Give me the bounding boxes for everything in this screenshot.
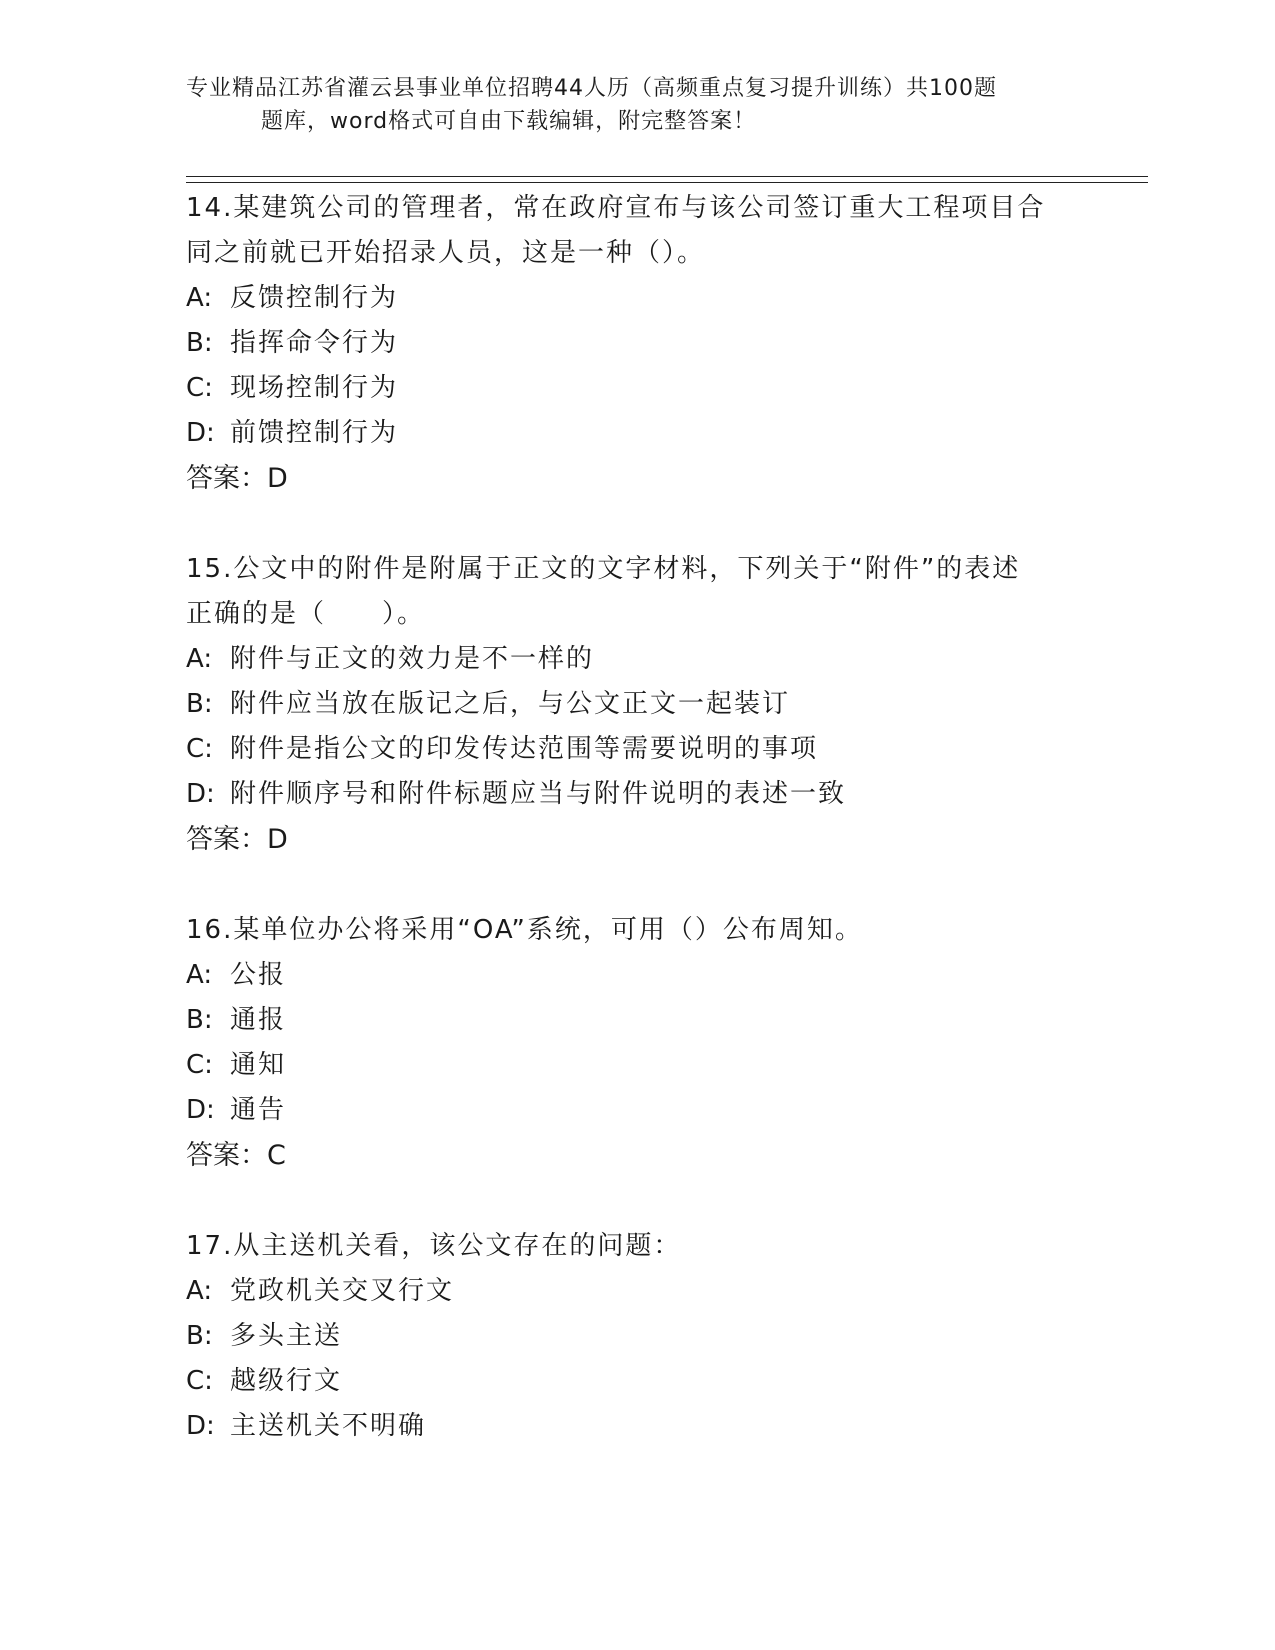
option-text: 通报 — [230, 1005, 287, 1035]
question-stem-line: 正确的是（ ）。 — [186, 599, 426, 629]
option-text: 附件是指公文的印发传达范围等需要说明的事项 — [230, 734, 819, 764]
option-key: B: — [186, 1005, 213, 1035]
document-header — [186, 72, 1086, 138]
option-key: C: — [186, 1366, 213, 1396]
option-d — [186, 1404, 1086, 1449]
option-d — [186, 411, 1086, 456]
option-key: C: — [186, 1050, 213, 1080]
question-stem-line: 15.公文中的附件是附属于正文的文字材料，下列关于“附件”的表述 — [186, 554, 1021, 584]
option-a — [186, 953, 1086, 998]
option-text: 通告 — [230, 1095, 287, 1125]
option-b — [186, 321, 1086, 366]
question-list — [186, 186, 1086, 1495]
question-stem-line: 17.从主送机关看，该公文存在的问题： — [186, 1231, 682, 1261]
option-text: 通知 — [230, 1050, 287, 1080]
question-16 — [186, 908, 1086, 1178]
option-key: C: — [186, 373, 213, 403]
question-15 — [186, 547, 1086, 862]
option-key: B: — [186, 689, 213, 719]
option-d — [186, 772, 1086, 817]
option-text: 附件应当放在版记之后，与公文正文一起装订 — [230, 689, 791, 719]
option-text: 多头主送 — [230, 1321, 343, 1351]
option-key: D: — [186, 779, 215, 809]
option-b — [186, 1314, 1086, 1359]
option-key: A: — [186, 1276, 213, 1306]
option-text: 主送机关不明确 — [230, 1411, 427, 1441]
question-stem-line: 16.某单位办公将采用“OA”系统，可用（）公布周知。 — [186, 915, 863, 945]
option-key: C: — [186, 734, 213, 764]
option-text: 前馈控制行为 — [230, 418, 399, 448]
option-c — [186, 1359, 1086, 1404]
question-stem-line: 14.某建筑公司的管理者，常在政府宣布与该公司签订重大工程项目合 — [186, 193, 1046, 223]
answer-line: 答案：D — [186, 824, 288, 855]
option-c — [186, 366, 1086, 411]
question-14 — [186, 186, 1086, 501]
option-text: 公报 — [230, 960, 287, 990]
header-divider-top — [186, 176, 1148, 177]
option-text: 指挥命令行为 — [230, 328, 399, 358]
option-text: 党政机关交叉行文 — [230, 1276, 455, 1306]
option-text: 越级行文 — [230, 1366, 343, 1396]
question-17 — [186, 1224, 1086, 1449]
option-text: 反馈控制行为 — [230, 283, 399, 313]
option-key: A: — [186, 283, 213, 313]
option-b — [186, 682, 1086, 727]
option-key: B: — [186, 1321, 213, 1351]
question-stem-line: 同之前就已开始招录人员，这是一种（）。 — [186, 238, 706, 268]
option-d — [186, 1088, 1086, 1133]
option-key: D: — [186, 1095, 215, 1125]
option-c — [186, 727, 1086, 772]
option-text: 附件顺序号和附件标题应当与附件说明的表述一致 — [230, 779, 847, 809]
option-key: A: — [186, 644, 213, 674]
option-text: 附件与正文的效力是不一样的 — [230, 644, 595, 674]
header-line-1: 专业精品江苏省灌云县事业单位招聘44人历（高频重点复习提升训练）共100题 — [186, 76, 997, 101]
option-c — [186, 1043, 1086, 1088]
option-key: B: — [186, 328, 213, 358]
option-a — [186, 637, 1086, 682]
header-divider-bottom — [186, 182, 1148, 183]
header-line-2: 题库，word格式可自由下载编辑，附完整答案！ — [261, 109, 757, 134]
answer-line: 答案：C — [186, 1140, 286, 1171]
option-b — [186, 998, 1086, 1043]
option-a — [186, 276, 1086, 321]
option-key: D: — [186, 1411, 215, 1441]
option-key: D: — [186, 418, 215, 448]
option-key: A: — [186, 960, 213, 990]
option-text: 现场控制行为 — [230, 373, 399, 403]
answer-line: 答案：D — [186, 463, 288, 494]
option-a — [186, 1269, 1086, 1314]
